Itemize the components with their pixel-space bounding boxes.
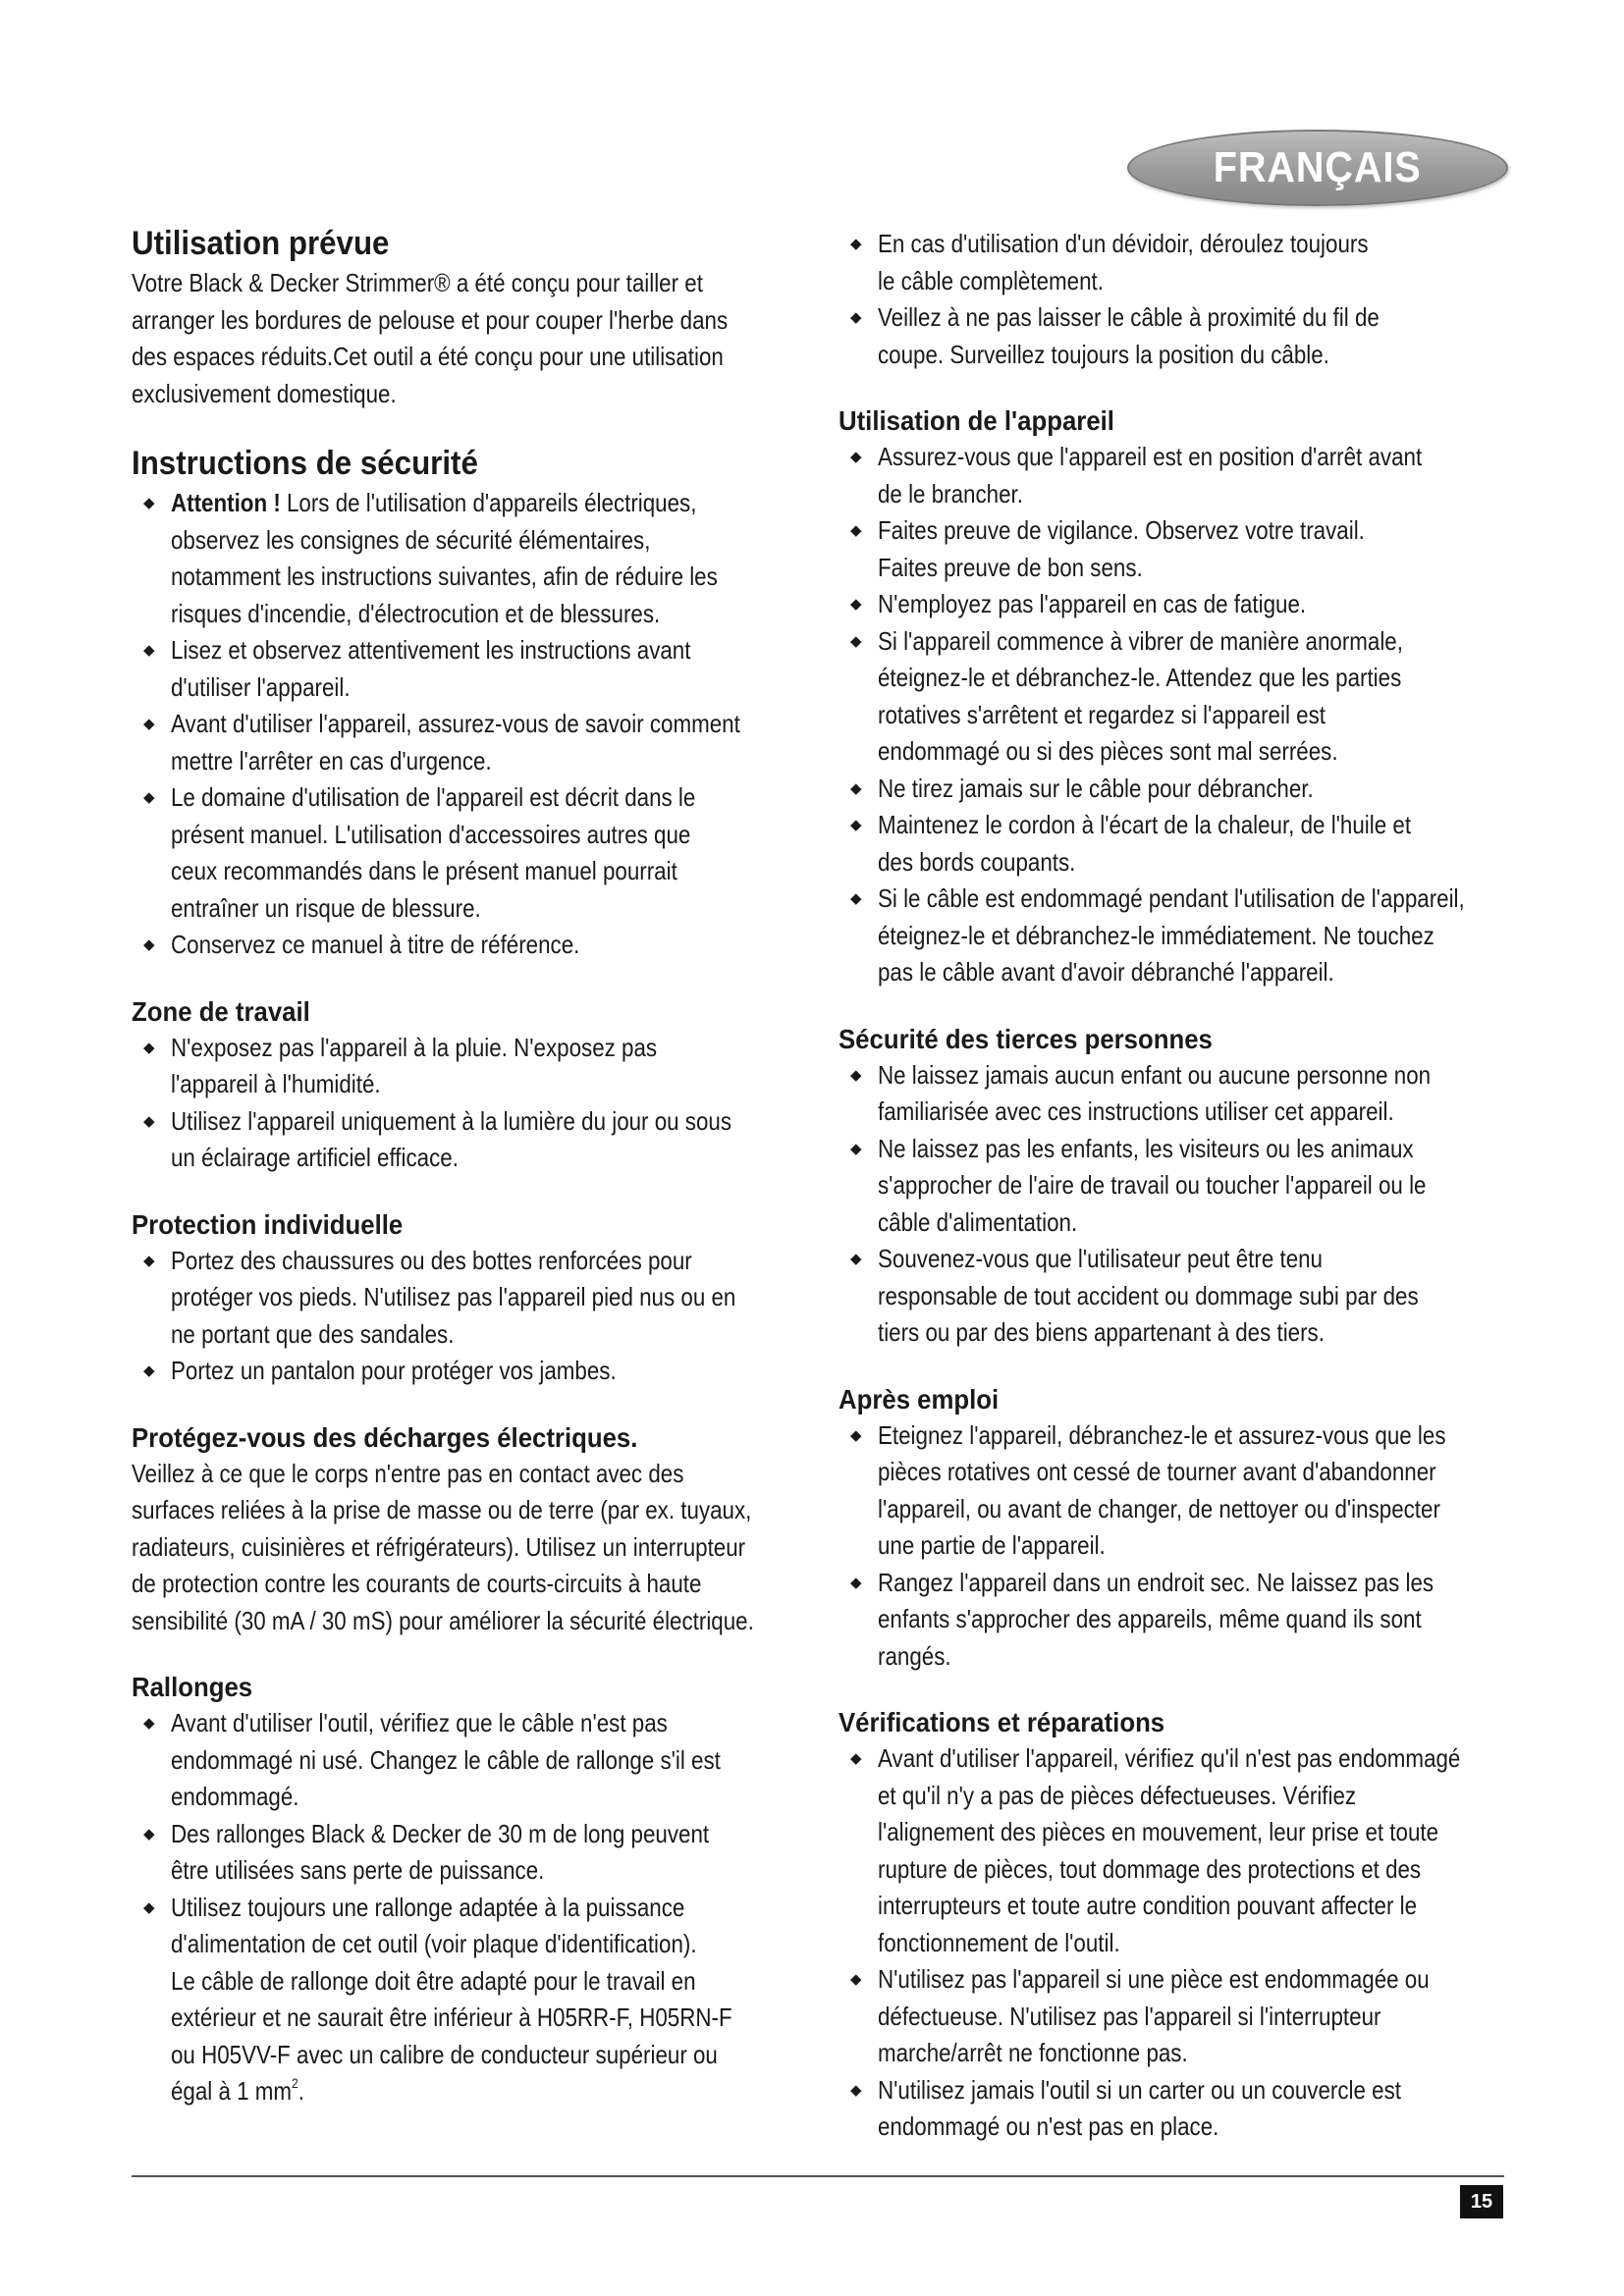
bullet-item (132, 779, 819, 927)
language-badge (1127, 130, 1508, 206)
bullet-text: s'approcher de l'aire de travail ou toucher l'appareil ou le (878, 1170, 1427, 1200)
bullet-text: observez les consignes de sécurité élémentaires, (171, 524, 651, 555)
section-work-area (132, 993, 819, 1177)
bullet-line (878, 1314, 1418, 1352)
section-safety-instructions (132, 442, 819, 964)
bullet-line (878, 1167, 1427, 1204)
bullet-line (878, 1454, 1436, 1491)
diamond-bullet-icon: ◆ (143, 1715, 155, 1732)
bullet-text: interrupteurs et toute autre condition pouvant affecter le (878, 1891, 1418, 1920)
bullet-line (171, 1353, 729, 1390)
page-number: 15 (1460, 2185, 1503, 2218)
diamond-bullet-icon: ◆ (143, 1362, 155, 1379)
bullet-line (878, 299, 1418, 337)
bullet-line (171, 596, 729, 633)
bullet-line (878, 1740, 1461, 1778)
bullet-text: Eteignez l'appareil, débranchez-le et assurez-vous que les (878, 1419, 1446, 1450)
bullet-line (171, 890, 729, 928)
bullet-text: égal à 1 mm (171, 2076, 293, 2106)
bullet-text: extérieur et ne saurait être inférieur à H05RR-F, H05RN-F (171, 2002, 732, 2032)
bullet-line (171, 927, 729, 964)
bullet-item (839, 226, 1506, 299)
diamond-bullet-icon: ◆ (143, 789, 155, 806)
paragraph-line: arranger les bordures de pelouse et pour couper l'herbe dans (132, 304, 729, 335)
bullet-item (839, 881, 1506, 991)
bullet-line (171, 485, 729, 522)
diamond-bullet-icon: ◆ (850, 1140, 862, 1157)
bullet-line (878, 1999, 1418, 2036)
bullet-line (878, 476, 1418, 513)
bullet-item (839, 1241, 1506, 1352)
bullet-item (132, 1705, 819, 1816)
bullet-line (878, 263, 1418, 300)
diamond-bullet-icon: ◆ (850, 522, 862, 539)
bullet-line (171, 1779, 729, 1816)
section-inspection-repairs (839, 1704, 1506, 2146)
bullet-line (878, 2072, 1418, 2109)
bullet-text: Ne laissez jamais aucun enfant ou aucune personne non (878, 1059, 1432, 1090)
bullet-line (171, 1066, 729, 1103)
bullet-text: Des rallonges Black & Decker de 30 m de long peuvent (171, 1818, 710, 1848)
bullet-line (878, 2035, 1418, 2072)
bullet-line (878, 881, 1465, 918)
bullet-line (878, 771, 1418, 808)
bullet-text: Portez des chaussures ou des bottes renforcées pour (171, 1245, 692, 1275)
footer-divider (132, 2175, 1504, 2177)
diamond-bullet-icon: ◆ (143, 1039, 155, 1056)
section-appliance-use (839, 402, 1506, 991)
bullet-item (839, 623, 1506, 771)
bullet-text: Lors de l'utilisation d'appareils électriques, (280, 488, 697, 517)
bullet-line (171, 1103, 732, 1141)
bullet-text: l'appareil à l'humidité. (171, 1069, 381, 1098)
diamond-bullet-icon: ◆ (850, 817, 862, 833)
bullet-line (878, 954, 1418, 991)
bullet-item (839, 807, 1506, 881)
section-heading: Instructions de sécurité (132, 445, 478, 482)
bullet-text: Portez un pantalon pour protéger vos jambes. (171, 1356, 617, 1385)
bullet-text: Ne laissez pas les enfants, les visiteurs ou les animaux (878, 1133, 1414, 1163)
bullet-line (171, 1030, 729, 1067)
bullet-text: d'alimentation de cet outil (voir plaque d'identification). (171, 1929, 697, 1958)
bullet-text: ceux recommandés dans le présent manuel pourrait (171, 856, 677, 885)
bullet-item (839, 512, 1506, 586)
diamond-bullet-icon: ◆ (143, 1112, 155, 1130)
bullet-text: pas le câble avant d'avoir débranché l'appareil. (878, 957, 1334, 987)
section-heading: Zone de travail (132, 995, 310, 1027)
bullet-item (839, 299, 1506, 373)
bullet-text: Le câble de rallonge doit être adapté pour le travail en (171, 1965, 696, 1996)
diamond-bullet-icon: ◆ (143, 716, 155, 732)
diamond-bullet-icon: ◆ (143, 642, 155, 659)
bullet-lead: Attention ! (171, 488, 281, 517)
paragraph-line: exclusivement domestique. (132, 378, 397, 408)
section-intended-use (132, 222, 819, 412)
bullet-text: l'appareil, ou avant de changer, de nettoyer ou d'inspecter (878, 1493, 1440, 1523)
bullet-tail: . (298, 2076, 304, 2106)
bullet-line (878, 1131, 1418, 1168)
bullet-line (878, 1527, 1418, 1565)
bullet-line (171, 1963, 729, 2001)
bullet-text: Conservez ce manuel à titre de référence. (171, 930, 580, 959)
bullet-text: éteignez-le et débranchez-le. Attendez que les parties (878, 663, 1402, 692)
bullet-item (839, 439, 1506, 512)
bullet-text: notamment les instructions suivantes, afin de réduire les (171, 561, 718, 591)
bullet-text: Lisez et observez attentivement les instructions avant (171, 635, 691, 665)
bullet-text: ne portant que des sandales. (171, 1318, 455, 1349)
bullet-line (878, 1204, 1418, 1242)
bullet-line (878, 2109, 1418, 2146)
diamond-bullet-icon: ◆ (850, 779, 862, 797)
bullet-line (878, 1851, 1422, 1889)
bullet-line (878, 1638, 1418, 1676)
diamond-bullet-icon: ◆ (850, 890, 862, 907)
bullet-line (878, 1814, 1439, 1851)
bullet-item (839, 1131, 1506, 1242)
bullet-text: l'alignement des pièces en mouvement, leur prise et toute (878, 1817, 1439, 1846)
diamond-bullet-icon: ◆ (143, 495, 155, 511)
section-after-use (839, 1381, 1506, 1676)
bullet-text: de le brancher. (878, 478, 1023, 508)
bullet-line (171, 2073, 729, 2110)
bullet-text: Assurez-vous que l'appareil est en position d'arrêt avant (878, 442, 1423, 471)
section-cable-handling (839, 226, 1506, 373)
paragraph-line: Votre Black & Decker Strimmer® a été conçu pour tailler et (132, 268, 703, 297)
bullet-item (132, 485, 819, 632)
bullet-line (171, 1140, 729, 1177)
bullet-text: Avant d'utiliser l'appareil, assurez-vous de savoir comment (171, 709, 740, 738)
paragraph-line: Veillez à ce que le corps n'entre pas en contact avec des (132, 1458, 684, 1488)
bullet-line (171, 1279, 736, 1316)
bullet-item (132, 927, 819, 964)
bullet-line (878, 1778, 1418, 1815)
bullet-item (839, 1417, 1506, 1565)
bullet-line (171, 1926, 729, 1963)
bullet-line (171, 1742, 729, 1780)
paragraph-line: des espaces réduits.Cet outil a été conçu pour une utilisation (132, 342, 724, 371)
bullet-line (878, 733, 1418, 771)
bullet-line (878, 1961, 1430, 1999)
bullet-item (839, 586, 1506, 623)
diamond-bullet-icon: ◆ (850, 1066, 862, 1084)
bullet-text: Utilisez l'appareil uniquement à la lumière du jour ou sous (171, 1105, 732, 1136)
bullet-text: rotatives s'arrêtent et regardez si l'appareil est (878, 699, 1326, 729)
bullet-text: N'utilisez pas l'appareil si une pièce est endommagée ou (878, 1964, 1430, 1994)
bullet-line (878, 1925, 1418, 1962)
bullet-text: tiers ou par des biens appartenant à des tiers. (878, 1317, 1325, 1347)
bullet-line (878, 807, 1418, 844)
bullet-line (878, 1565, 1435, 1602)
bullet-item (839, 1057, 1506, 1131)
bullet-text: et qu'il n'y a pas de pièces défectueuses. Vérifiez (878, 1780, 1357, 1810)
bullet-text: N'exposez pas l'appareil à la pluie. N'exposez pas (171, 1032, 658, 1062)
section-heading: Vérifications et réparations (839, 1707, 1165, 1737)
diamond-bullet-icon: ◆ (850, 1426, 862, 1444)
bullet-line (878, 1278, 1418, 1315)
diamond-bullet-icon: ◆ (850, 2081, 862, 2099)
bullet-text: familiarisée avec ces instructions utiliser cet appareil. (878, 1096, 1394, 1126)
bullet-text: Avant d'utiliser l'appareil, vérifiez qu'il n'est pas endommagé (878, 1743, 1461, 1773)
bullet-text: éteignez-le et débranchez-le immédiatement. Ne touchez (878, 920, 1435, 950)
superscript: 2 (292, 2075, 298, 2091)
bullet-item (132, 1030, 819, 1103)
bullet-text: enfants s'approcher des appareils, même quand ils sont (878, 1604, 1422, 1633)
bullet-text: N'employez pas l'appareil en cas de fatigue. (878, 589, 1307, 618)
bullet-line (878, 586, 1418, 623)
bullet-line (878, 918, 1435, 955)
diamond-bullet-icon: ◆ (850, 309, 862, 326)
bullet-line (878, 1417, 1446, 1455)
section-heading: Après emploi (839, 1383, 1000, 1415)
section-electric-shock (132, 1419, 819, 1640)
bullet-line (878, 623, 1418, 661)
bullet-text: endommagé ou si des pièces sont mal serrées. (878, 736, 1338, 766)
diamond-bullet-icon: ◆ (143, 1252, 155, 1269)
bullet-text: endommagé. (171, 1782, 299, 1811)
bullet-line (171, 779, 729, 817)
diamond-bullet-icon: ◆ (850, 1574, 862, 1591)
bullet-text: entraîner un risque de blessure. (171, 892, 481, 923)
diamond-bullet-icon: ◆ (850, 449, 862, 465)
bullet-text: marche/arrêt ne fonctionne pas. (878, 2038, 1188, 2067)
bullet-item (132, 1103, 819, 1177)
bullet-line (878, 1491, 1440, 1528)
bullet-text: Rangez l'appareil dans un endroit sec. Ne laissez pas les (878, 1567, 1435, 1597)
bullet-line (878, 512, 1418, 550)
bullet-text: rangés. (878, 1640, 951, 1671)
diamond-bullet-icon: ◆ (850, 632, 862, 650)
bullet-text: responsable de tout accident ou dommage subi par des (878, 1280, 1419, 1310)
bullet-text: pièces rotatives ont cessé de tourner avant d'abandonner (878, 1457, 1436, 1486)
bullet-item (839, 1740, 1506, 1961)
bullet-item (839, 1565, 1506, 1676)
bullet-text: Si l'appareil commence à vibrer de manière anormale, (878, 625, 1403, 656)
bullet-line (878, 550, 1418, 587)
bullet-line (878, 844, 1418, 881)
bullet-text: Utilisez toujours une rallonge adaptée à la puissance (171, 1892, 685, 1922)
bullet-text: un éclairage artificiel efficace. (171, 1143, 459, 1172)
bullet-line (171, 522, 729, 560)
paragraph-line: de protection contre les courants de courts-circuits à haute (132, 1569, 702, 1598)
bullet-line (171, 743, 729, 780)
diamond-bullet-icon: ◆ (143, 1898, 155, 1916)
bullet-line (171, 1852, 729, 1890)
bullet-text: protéger vos pieds. N'utilisez pas l'appareil pied nus ou en (171, 1282, 736, 1311)
bullet-item (132, 706, 819, 779)
bullet-text: le câble complètement. (878, 265, 1104, 295)
bullet-item (132, 1890, 819, 2110)
bullet-text: Faites preuve de vigilance. Observez votre travail. (878, 515, 1365, 545)
bullet-text: d'utiliser l'appareil. (171, 671, 351, 702)
bullet-text: des bords coupants. (878, 846, 1076, 877)
bullet-text: ou H05VV-F avec un calibre de conducteur supérieur ou (171, 2039, 718, 2069)
bullet-text: Souvenez-vous que l'utilisateur peut être tenu (878, 1244, 1324, 1273)
section-third-party-safety (839, 1021, 1506, 1352)
bullet-text: risques d'incendie, d'électrocution et de blessures. (171, 598, 661, 628)
bullet-text: défectueuse. N'utilisez pas l'appareil si l'interrupteur (878, 2001, 1381, 2031)
bullet-line (878, 660, 1418, 697)
bullet-text: coupe. Surveillez toujours la position du câble. (878, 339, 1329, 369)
bullet-text: mettre l'arrêter en cas d'urgence. (171, 745, 492, 775)
bullet-item (132, 1353, 819, 1390)
bullet-line (171, 706, 740, 743)
diamond-bullet-icon: ◆ (850, 1251, 862, 1267)
bullet-text: Maintenez le cordon à l'écart de la chaleur, de l'huile et (878, 810, 1412, 839)
bullet-text: Le domaine d'utilisation de l'appareil est décrit dans le (171, 782, 696, 812)
bullet-line (171, 2000, 732, 2037)
bullet-line (171, 1705, 729, 1742)
bullet-line (878, 337, 1418, 374)
bullet-item (839, 2072, 1506, 2146)
bullet-line (878, 1057, 1432, 1095)
bullet-line (878, 1094, 1418, 1131)
section-heading: Utilisation prévue (132, 225, 390, 262)
right-column (839, 226, 1506, 2146)
bullet-line (878, 697, 1418, 734)
bullet-text: une partie de l'appareil. (878, 1530, 1106, 1560)
bullet-item (132, 632, 819, 706)
bullet-text: Avant d'utiliser l'outil, vérifiez que le câble n'est pas (171, 1708, 668, 1737)
bullet-line (878, 1241, 1418, 1278)
diamond-bullet-icon: ◆ (850, 596, 862, 613)
bullet-line (171, 853, 729, 890)
diamond-bullet-icon: ◆ (850, 1971, 862, 1988)
bullet-text: câble d'alimentation. (878, 1206, 1078, 1237)
diamond-bullet-icon: ◆ (850, 1750, 862, 1767)
bullet-line (171, 817, 729, 854)
paragraph-line: sensibilité (30 mA / 30 mS) pour améliorer la sécurité électrique. (132, 1605, 754, 1635)
bullet-item (839, 1961, 1506, 2072)
bullet-text: endommagé ou n'est pas en place. (878, 2111, 1219, 2141)
bullet-text: En cas d'utilisation d'un dévidoir, déroulez toujours (878, 229, 1369, 258)
bullet-text: présent manuel. L'utilisation d'accessoires autres que (171, 819, 691, 849)
section-heading: Rallonges (132, 1672, 253, 1702)
bullet-line (878, 226, 1418, 263)
bullet-item (132, 1816, 819, 1890)
left-column (132, 222, 819, 2110)
bullet-text: Faites preuve de bon sens. (878, 552, 1143, 582)
diamond-bullet-icon: ◆ (850, 236, 862, 252)
paragraph-line: surfaces reliées à la prise de masse ou de terre (par ex. tuyaux, (132, 1495, 752, 1524)
bullet-text: Veillez à ne pas laisser le câble à proximité du fil de (878, 302, 1380, 332)
paragraph-line: radiateurs, cuisinières et réfrigérateurs). Utilisez un interrupteur (132, 1531, 746, 1562)
bullet-line (171, 632, 729, 669)
bullet-item (132, 1243, 819, 1354)
bullet-text: endommagé ni usé. Changez le câble de rallonge s'il est (171, 1744, 721, 1775)
section-extension-cords (132, 1669, 819, 2110)
bullet-text: Ne tirez jamais sur le câble pour débrancher. (878, 773, 1314, 803)
bullet-text: être utilisées sans perte de puissance. (171, 1855, 545, 1885)
section-heading: Protégez-vous des décharges électriques. (132, 1421, 638, 1453)
bullet-line (171, 1243, 729, 1280)
bullet-line (171, 2037, 729, 2074)
bullet-text: fonctionnement de l'outil. (878, 1927, 1120, 1957)
bullet-text: rupture de pièces, tout dommage des protections et des (878, 1853, 1422, 1884)
bullet-line (878, 1601, 1422, 1638)
bullet-line (878, 1888, 1418, 1925)
section-heading: Utilisation de l'appareil (839, 405, 1114, 436)
bullet-line (878, 439, 1423, 476)
section-heading: Sécurité des tierces personnes (839, 1023, 1213, 1054)
bullet-item (839, 771, 1506, 808)
bullet-line (171, 559, 729, 596)
bullet-line (171, 669, 729, 707)
bullet-line (171, 1316, 729, 1354)
bullet-text: Si le câble est endommagé pendant l'utilisation de l'appareil, (878, 883, 1465, 913)
section-personal-protection (132, 1206, 819, 1390)
language-badge-label: FRANÇAIS (1214, 143, 1422, 191)
bullet-line (171, 1890, 729, 1927)
diamond-bullet-icon: ◆ (143, 936, 155, 953)
bullet-text: N'utilisez jamais l'outil si un carter ou un couvercle est (878, 2074, 1401, 2105)
section-heading: Protection individuelle (132, 1208, 404, 1240)
diamond-bullet-icon: ◆ (143, 1825, 155, 1842)
bullet-line (171, 1816, 729, 1853)
